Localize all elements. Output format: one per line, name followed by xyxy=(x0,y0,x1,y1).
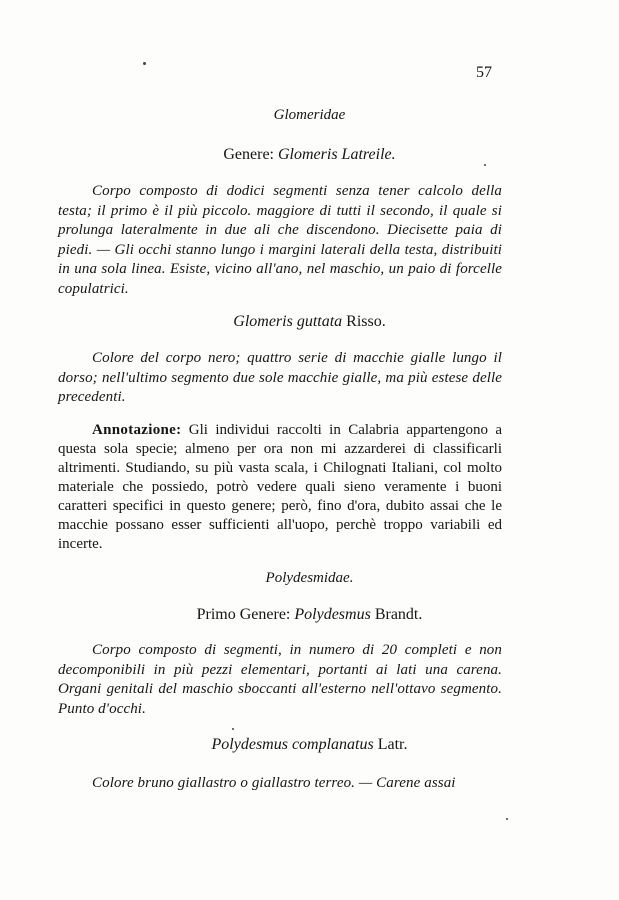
genus-prefix: Primo Genere: xyxy=(196,606,295,623)
genus-heading-glomeris xyxy=(0,146,619,164)
genus-name: Polydesmus xyxy=(294,606,371,623)
species-author: Risso. xyxy=(342,313,386,330)
family-heading-polydesmidae: Polydesmidae. xyxy=(265,570,354,586)
annotation-paragraph xyxy=(58,421,502,554)
species-author: Latr. xyxy=(373,736,408,753)
species-heading-polydesmus-complanatus xyxy=(0,736,619,754)
print-speck xyxy=(232,728,234,730)
species-name: Polydesmus complanatus xyxy=(211,736,374,753)
family-heading-glomeridae: Glomeridae xyxy=(273,107,346,123)
genus-author: Brandt. xyxy=(370,606,423,623)
species-heading-glomeris-guttata xyxy=(0,313,619,331)
glomeris-description: Corpo composto di dodici segmenti senza tener calcolo della testa; il primo è il più piccolo. maggiore di tutti il secondo, il quale si prolunga lateralmente in due ali che discendono. Diecisette paia di piedi. — Gli occhi stanno lungo i margini laterali della testa, distribuiti in una sola linea. Esiste, vicino all'ano, nel maschio, un paio di forcelle copulatrici. xyxy=(58,183,502,297)
print-speck xyxy=(484,164,486,166)
page-number: 57 xyxy=(476,64,492,81)
print-speck xyxy=(143,62,146,65)
glomeris-guttata-description: Colore del corpo nero; quattro serie di macchie gialle lungo il dorso; nell'ultimo segmento due sole macchie gialle, ma più estese delle precedenti. xyxy=(58,350,502,405)
genus-prefix: Genere: xyxy=(223,146,278,163)
genus-name: Glomeris Latreile. xyxy=(278,146,396,163)
species-name: Glomeris guttata xyxy=(233,313,343,330)
polydesmus-complanatus-description: Colore bruno giallastro o giallastro terreo. — Carene assai xyxy=(92,775,456,791)
annotation-text: Gli individui raccolti in Calabria appartengono a questa sola specie; almeno per ora non mi azzarderei di classificarli altrimenti. Studiando, su più vasta scala, i Chilognati Italiani, col molto materiale che possiedo, potrò vedere quali sieno veramente i buoni caratteri specifici in questo genere; però, fino d'ora, dubito assai che le macchie possano esser sufficienti all'uopo, perchè troppo variabili ed incerte. xyxy=(58,422,502,552)
annotation-label: Annotazione: xyxy=(92,422,182,438)
genus-heading-polydesmus xyxy=(0,606,619,624)
print-speck xyxy=(506,818,508,820)
polydesmus-description: Corpo composto di segmenti, in numero di 20 completi e non decomponibili in più pezzi elementari, portanti ai lati una carena. Organi genitali del maschio sboccanti all'esterno nell'ottavo segmento. Punto d'occhi. xyxy=(58,642,502,717)
